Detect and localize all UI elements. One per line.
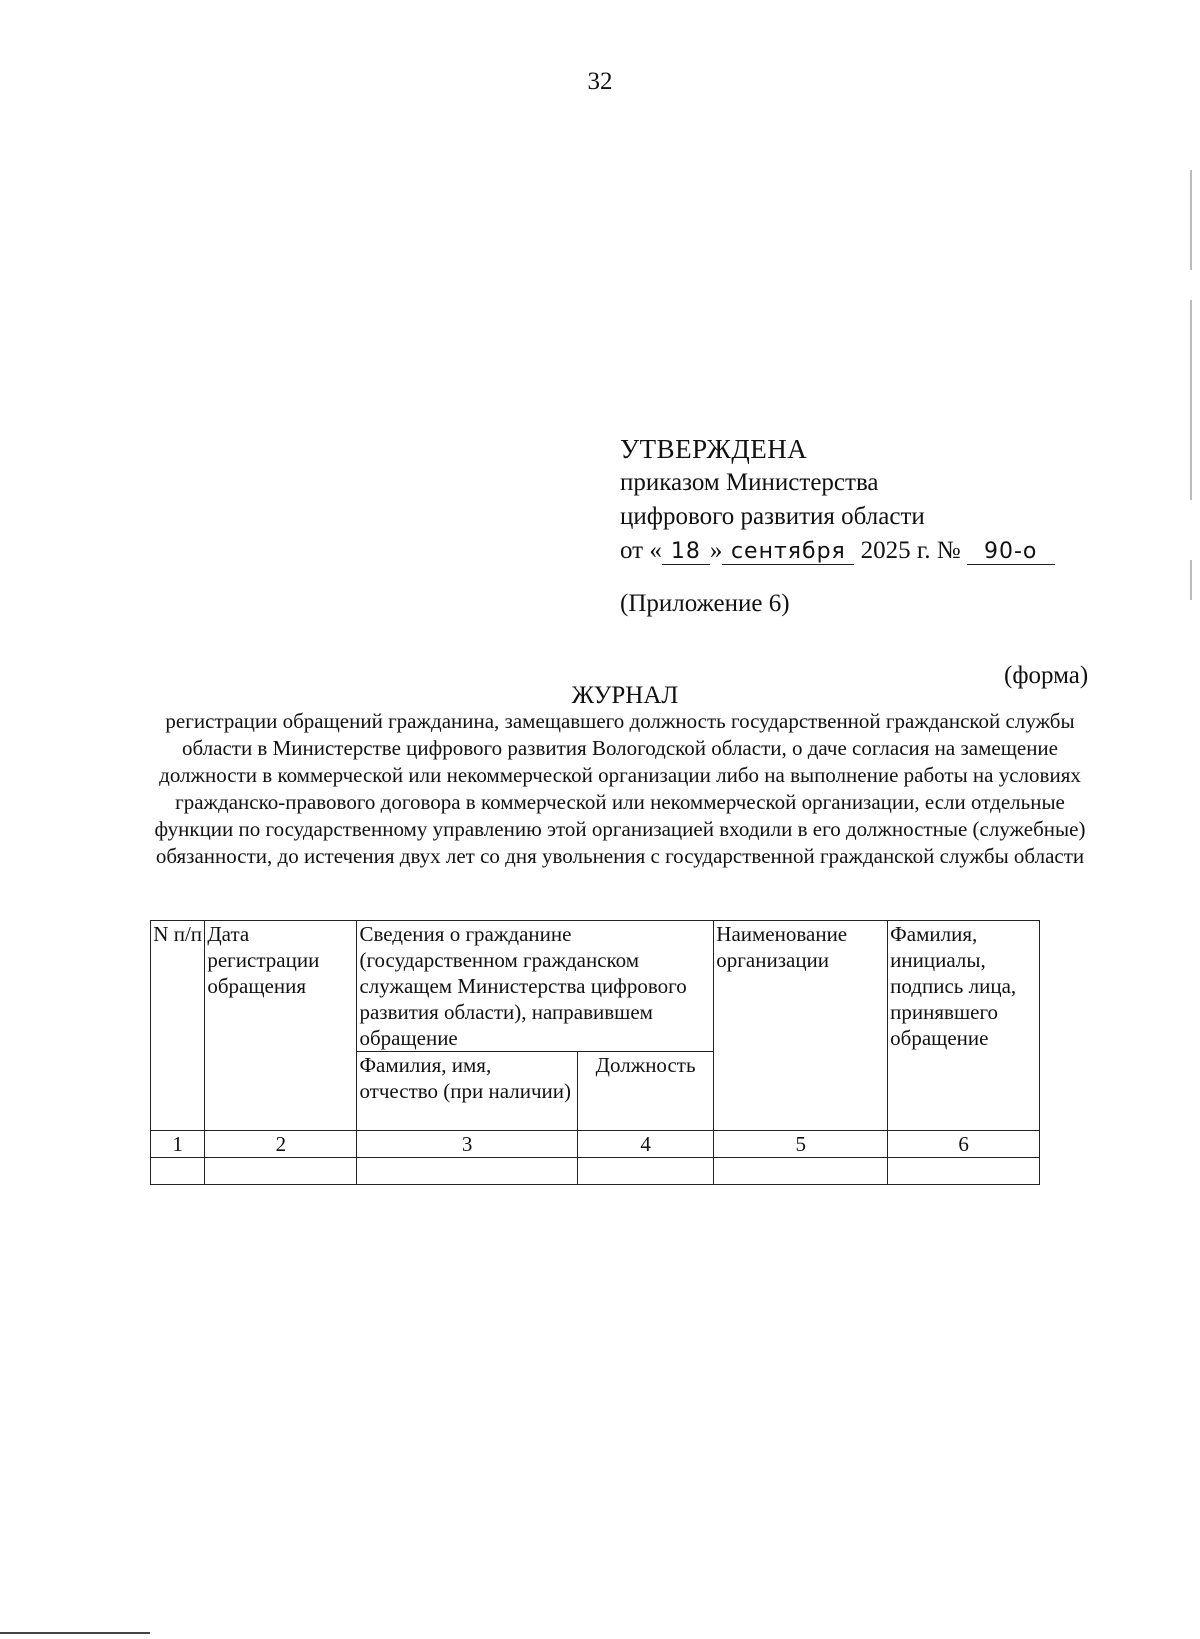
approval-block — [620, 432, 1090, 568]
handwritten-order-number: 90-о — [967, 540, 1055, 565]
empty-cell — [888, 1158, 1040, 1185]
scan-margin-mark — [1190, 300, 1192, 500]
empty-cell — [577, 1158, 713, 1185]
column-number: 2 — [205, 1131, 357, 1158]
footer-rule — [0, 1632, 150, 1634]
empty-cell — [357, 1158, 577, 1185]
header-date: Дата регистрации обращения — [205, 921, 357, 1131]
header-fio: Фамилия, имя, отчество (при наличии) — [357, 1052, 577, 1131]
empty-cell — [205, 1158, 357, 1185]
column-number: 6 — [888, 1131, 1040, 1158]
appendix-label: (Приложение 6) — [620, 590, 790, 617]
journal-title: ЖУРНАЛ — [571, 682, 679, 709]
column-number: 5 — [714, 1131, 888, 1158]
date-quote-close: » — [709, 537, 723, 564]
empty-cell — [714, 1158, 888, 1185]
handwritten-month: сентября — [722, 540, 854, 565]
date-year: 2025 г. № — [860, 537, 961, 564]
form-label: (форма) — [1004, 662, 1089, 689]
column-number: 3 — [357, 1131, 577, 1158]
approval-title: УТВЕРЖДЕНА — [620, 434, 808, 464]
header-position: Должность — [577, 1052, 713, 1131]
header-org: Наименование организации — [714, 921, 888, 1131]
approval-line-1: приказом Министерства — [620, 469, 879, 496]
header-signature: Фамилия, инициалы, подпись лица, принявшего обращение — [888, 921, 1040, 1131]
column-number: 1 — [151, 1131, 205, 1158]
approval-line-2: цифрового развития области — [620, 503, 925, 530]
scan-margin-mark — [1190, 170, 1192, 270]
scan-margin-mark — [1190, 560, 1192, 600]
handwritten-day: 18 — [662, 540, 710, 565]
journal-description: регистрации обращений гражданина, замещавшего должность государственной гражданской службы области в Министерстве цифрового развития Вологодской области, о даче согласия на замещение должности в коммерческой или некоммерческой организации либо на выполнение работы на условиях гражданско-правового договора в коммерческой или некоммерческой организации, если отдельные функции по государственному управлению этой организацией входили в его должностные (служебные) обязанности, до истечения двух лет со дня увольнения с государственной гражданской службы области — [154, 709, 1086, 868]
empty-table-row — [151, 1158, 1040, 1185]
page-number: 32 — [587, 68, 613, 95]
header-citizen: Сведения о гражданине (государственном гражданском служащем Министерства цифрового развития области), направившем обращение — [357, 921, 714, 1052]
approval-date-line — [620, 534, 1090, 568]
table-header-row — [151, 921, 1040, 1052]
column-number: 4 — [577, 1131, 713, 1158]
journal-table — [150, 920, 1040, 1185]
column-number-row — [151, 1131, 1040, 1158]
header-num: N п/п — [151, 921, 205, 1131]
empty-cell — [151, 1158, 205, 1185]
date-prefix: от « — [620, 537, 662, 564]
